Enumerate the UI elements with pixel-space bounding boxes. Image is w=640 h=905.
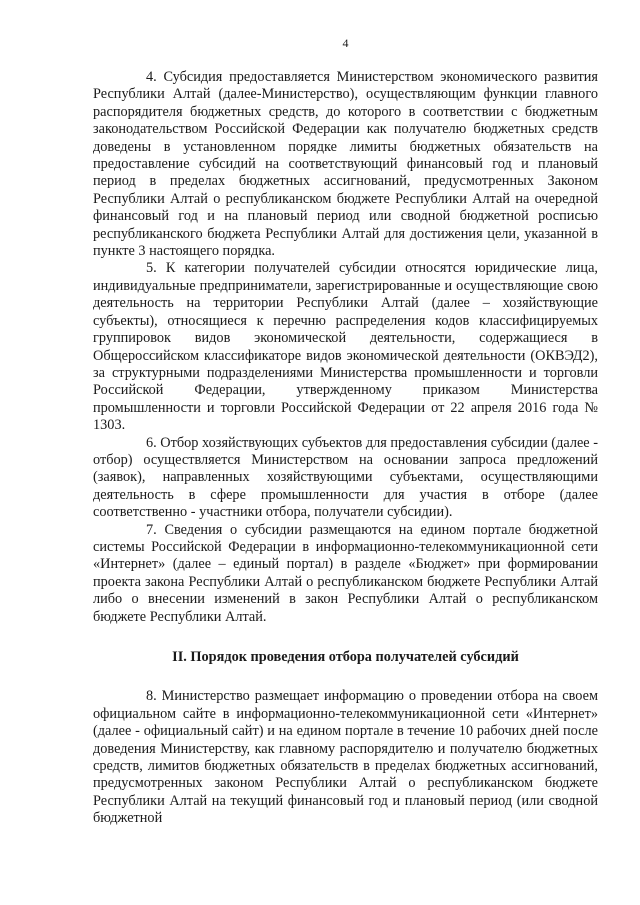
page-number: 4	[342, 36, 349, 50]
paragraph-5: 5. К категории получателей субсидии относятся юридические лица, индивидуальные предприниматели, зарегистрированные и осуществляющие свою деятельность на территории Республики Алтай (далее – хозяйствующие субъекты), относящиеся к перечню распределения кодов классифицируемых группировок видов экономической деятельности, содержащиеся в Общероссийском классификаторе видов экономической деятельности (ОКВЭД2), за структурными подразделениями Министерства промышленности и торговли Российской Федерации, утвержденному приказом Министерства промышленности и торговли Российской Федерации от 22 апреля 2016 года № 1303.	[93, 260, 598, 434]
section-heading: II. Порядок проведения отбора получателей субсидий	[172, 649, 519, 665]
paragraph-7: 7. Сведения о субсидии размещаются на едином портале бюджетной системы Российской Федерации в информационно-телекоммуникационной сети «Интернет» (далее – единый портал) в разделе «Бюджет» при формировании проекта закона Республики Алтай о республиканском бюджете Республики Алтай либо о внесении изменений в закон Республики Алтай о республиканском бюджете Республики Алтай.	[93, 521, 598, 625]
paragraph-6: 6. Отбор хозяйствующих субъектов для предоставления субсидии (далее - отбор) осуществляется Министерством на основании запроса предложений (заявок), направленных хозяйствующими субъектами, осуществляющими деятельность в сфере промышленности для участия в отборе (далее соответственно - участники отбора, получатели субсидии).	[93, 434, 598, 521]
paragraph-8: 8. Министерство размещает информацию о проведении отбора на своем официальном сайте в информационно-телекоммуникационной сети «Интернет» (далее - официальный сайт) и на едином портале в течение 10 рабочих дней после доведения Министерству, как главному распорядителю и получателю бюджетных средств, лимитов бюджетных обязательств в пределах бюджетных ассигнований, предусмотренных законом Республики Алтай о республиканском бюджете Республики Алтай на текущий финансовый год и плановый период (или сводной бюджетной	[93, 688, 598, 827]
paragraph-4: 4. Субсидия предоставляется Министерством экономического развития Республики Алтай (далее-Министерство), осуществляющим функции главного распорядителя бюджетных средств, до которого в соответствии с бюджетным законодательством Российской Федерации как получателю бюджетных средств доведены в установленном порядке лимиты бюджетных обязательств на предоставление субсидий на соответствующий финансовый год и плановый период в пределах бюджетных ассигнований, предусмотренных Законом Республики Алтай о республиканском бюджете Республики Алтай на очередной финансовый год и на плановый период или сводной бюджетной росписью республиканского бюджета Республики Алтай для достижения цели, указанной в пункте 3 настоящего порядка.	[93, 69, 598, 260]
